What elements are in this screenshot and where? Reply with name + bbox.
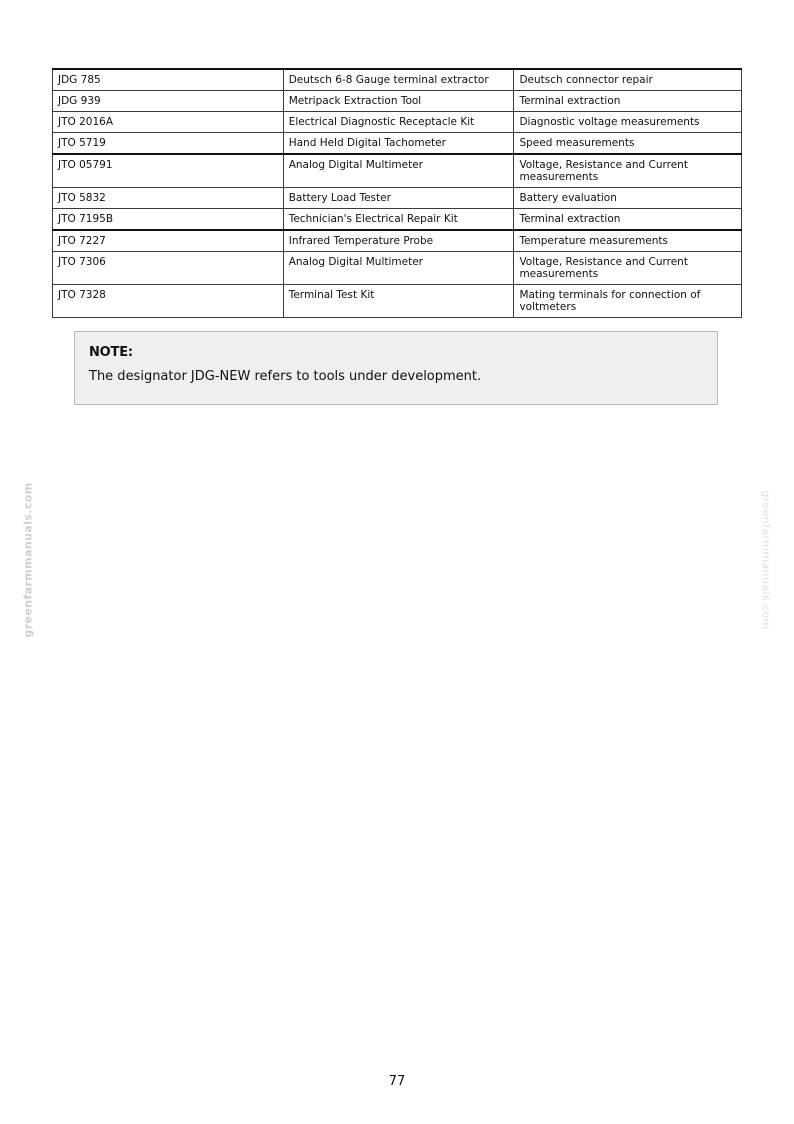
table-row <box>53 230 742 252</box>
tool-use-cell: Diagnostic voltage measurements <box>514 112 742 133</box>
tool-number-cell: JTO 05791 <box>53 154 284 188</box>
tool-name-cell: Hand Held Digital Tachometer <box>283 133 514 155</box>
tool-number-cell: JTO 2016A <box>53 112 284 133</box>
tool-use-cell: Temperature measurements <box>514 230 742 252</box>
tool-use-cell: Speed measurements <box>514 133 742 155</box>
tool-name-cell: Terminal Test Kit <box>283 285 514 318</box>
table-row <box>53 285 742 318</box>
tool-name-cell: Electrical Diagnostic Receptacle Kit <box>283 112 514 133</box>
tool-use-cell: Voltage, Resistance and Current measurements <box>514 252 742 285</box>
tool-number-cell: JTO 5832 <box>53 188 284 209</box>
tool-use-cell: Battery evaluation <box>514 188 742 209</box>
table-row <box>53 252 742 285</box>
table-row <box>53 69 742 91</box>
tool-use-cell: Voltage, Resistance and Current measurements <box>514 154 742 188</box>
table-row <box>53 188 742 209</box>
tool-use-cell: Mating terminals for connection of voltmeters <box>514 285 742 318</box>
tool-number-cell: JTO 7306 <box>53 252 284 285</box>
page-number: 77 <box>388 1074 406 1089</box>
note-text: The designator JDG-NEW refers to tools under development. <box>89 369 482 384</box>
table-row <box>53 209 742 231</box>
note-box <box>74 331 718 405</box>
tool-use-cell: Terminal extraction <box>514 209 742 231</box>
tool-use-cell: Terminal extraction <box>514 91 742 112</box>
tool-use-cell: Deutsch connector repair <box>514 69 742 91</box>
watermark-left: greenfarmmanuals.com <box>21 482 35 638</box>
table-row <box>53 133 742 155</box>
note-title: NOTE: <box>89 345 133 360</box>
tool-number-cell: JTO 7195B <box>53 209 284 231</box>
tool-number-cell: JTO 5719 <box>53 133 284 155</box>
tool-name-cell: Battery Load Tester <box>283 188 514 209</box>
table-row <box>53 112 742 133</box>
table-row <box>53 91 742 112</box>
tool-name-cell: Analog Digital Multimeter <box>283 154 514 188</box>
tool-name-cell: Deutsch 6-8 Gauge terminal extractor <box>283 69 514 91</box>
tool-number-cell: JDG 939 <box>53 91 284 112</box>
watermark-right: greenfarmmanuals.com <box>759 490 773 630</box>
table-row <box>53 154 742 188</box>
tool-number-cell: JTO 7328 <box>53 285 284 318</box>
tool-name-cell: Metripack Extraction Tool <box>283 91 514 112</box>
tool-name-cell: Infrared Temperature Probe <box>283 230 514 252</box>
tool-number-cell: JTO 7227 <box>53 230 284 252</box>
tools-table <box>52 68 742 318</box>
tool-number-cell: JDG 785 <box>53 69 284 91</box>
tool-name-cell: Technician's Electrical Repair Kit <box>283 209 514 231</box>
tool-name-cell: Analog Digital Multimeter <box>283 252 514 285</box>
